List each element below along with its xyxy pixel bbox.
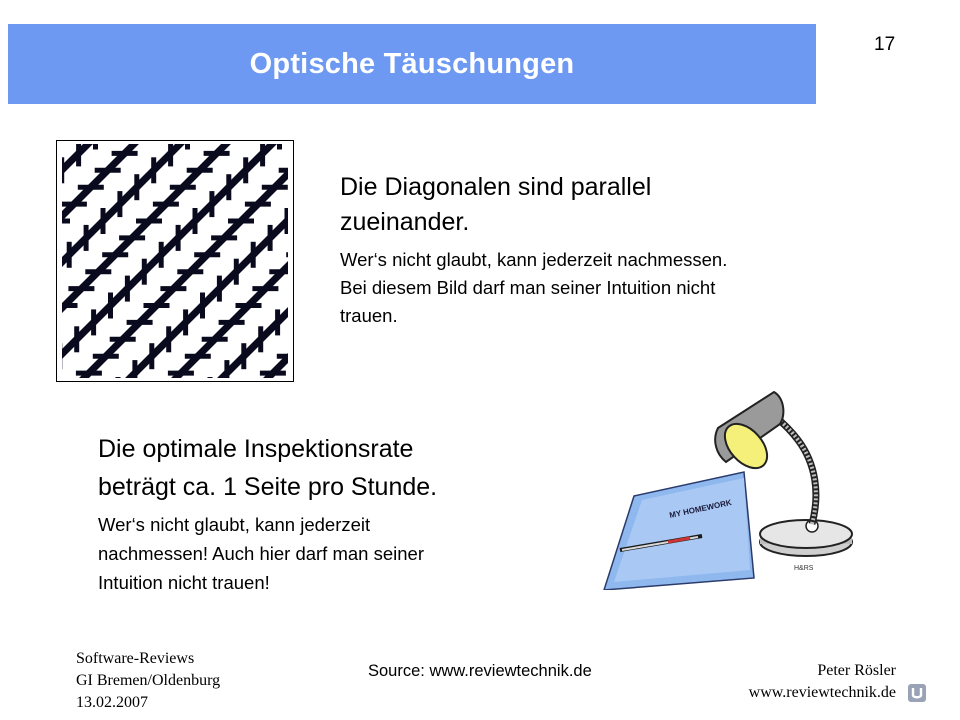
- zollner-illusion-image: [56, 140, 294, 382]
- heading-diagonals: Die Diagonalen sind parallel zueinander.: [340, 173, 652, 236]
- footer-org: GI Bremen/Oldenburg: [76, 672, 221, 689]
- body-inspection: Wer‘s nicht glaubt, kann jederzeit nachmessen! Auch hier darf man seiner Intuition nicht trauen!: [98, 514, 424, 593]
- text-block-inspection: [98, 430, 568, 597]
- heading-inspection: Die optimale Inspektionsrate beträgt ca. 1 Seite pro Stunde.: [98, 435, 438, 501]
- desk-lamp-homework-image: [598, 384, 860, 590]
- footer-website[interactable]: www.reviewtechnik.de: [748, 684, 896, 701]
- slide-title: Optische Täuschungen: [249, 47, 575, 80]
- footer-date: 13.02.2007: [76, 694, 148, 711]
- source-note: Source: www.reviewtechnik.de: [368, 662, 592, 680]
- reviewtechnik-logo-icon: [908, 684, 926, 702]
- artist-signature: H&RS: [794, 565, 814, 572]
- body-diagonals: Wer‘s nicht glaubt, kann jederzeit nachmessen. Bei diesem Bild darf man seiner Intuition nicht trauen.: [340, 249, 728, 326]
- title-bar: [8, 24, 816, 104]
- homework-label: MY HOMEWORK: [668, 497, 733, 520]
- footer-left: [76, 648, 220, 714]
- page-number: 17: [874, 34, 896, 55]
- footer-author: Peter Rösler: [817, 662, 896, 679]
- footer-right: [749, 660, 896, 704]
- footer-course: Software-Reviews: [76, 650, 195, 667]
- text-block-diagonals: [340, 170, 860, 330]
